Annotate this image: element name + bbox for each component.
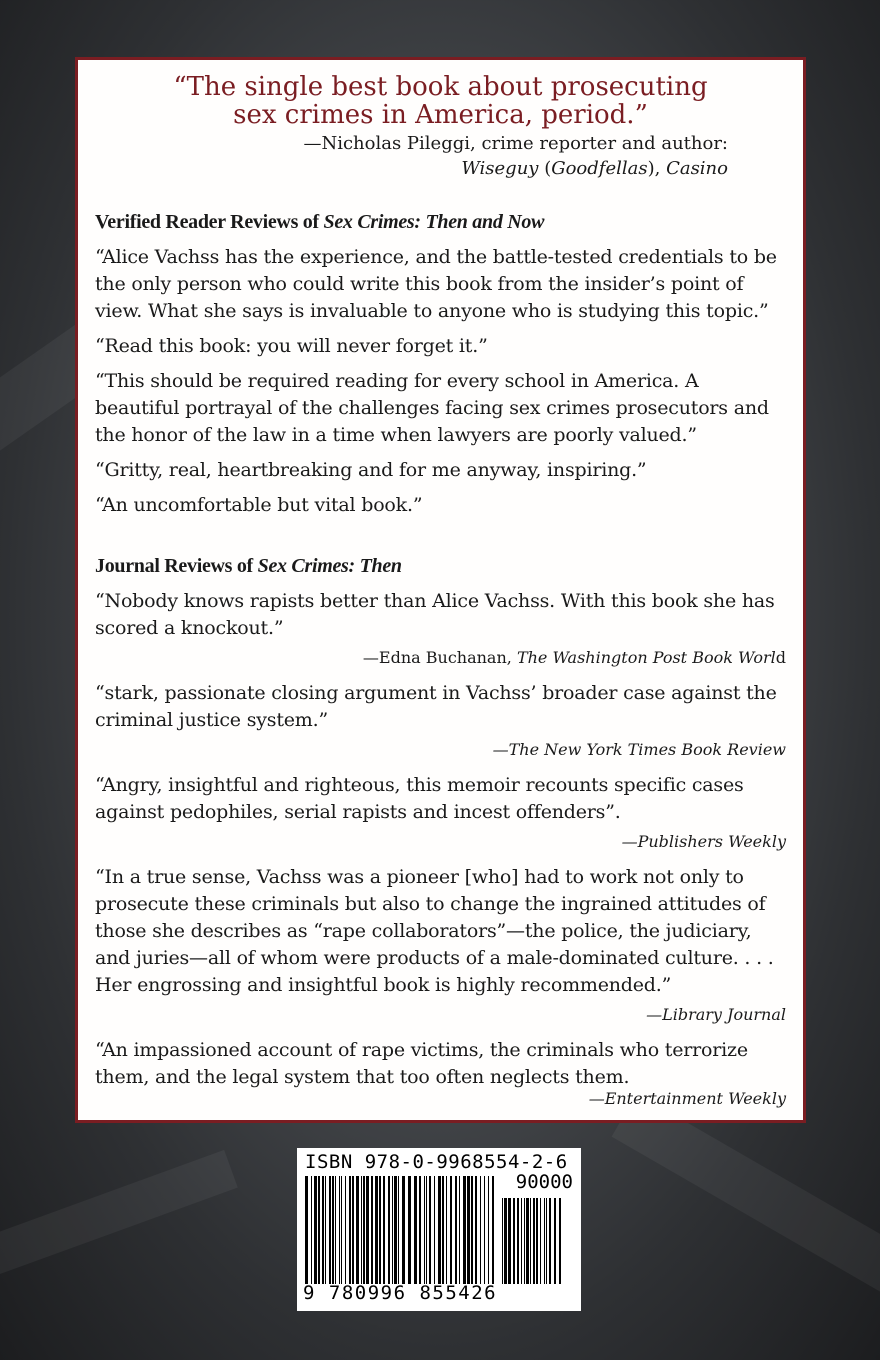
review-quote: “Nobody knows rapists better than Alice Vachss. With this book she has scored a knockout.” bbox=[95, 590, 775, 639]
barcode-bar bbox=[524, 1198, 525, 1284]
barcode-bar bbox=[402, 1176, 405, 1284]
barcode-digits: 9 780996 855426 bbox=[303, 1282, 498, 1304]
barcode-bar bbox=[366, 1176, 369, 1284]
barcode-bar bbox=[414, 1176, 417, 1284]
barcode-bar bbox=[426, 1176, 427, 1284]
barcode-bar bbox=[502, 1198, 503, 1284]
barcode-bar bbox=[559, 1198, 561, 1284]
barcode-bar bbox=[471, 1176, 473, 1284]
barcode-bar bbox=[388, 1176, 390, 1284]
review-attribution: —Library Journal bbox=[646, 1005, 786, 1024]
barcode-bar bbox=[339, 1176, 340, 1284]
review-quote: “Gritty, real, heartbreaking and for me anyway, inspiring.” bbox=[95, 459, 647, 481]
barcode-bar bbox=[419, 1176, 421, 1284]
review-attribution bbox=[95, 646, 786, 670]
barcode-bar bbox=[459, 1176, 460, 1284]
barcode-bar bbox=[314, 1176, 317, 1284]
barcode-bar bbox=[383, 1176, 385, 1284]
book-title: Sex Crimes: Then and Now bbox=[323, 211, 545, 233]
review-attribution: —The New York Times Book Review bbox=[492, 740, 786, 759]
barcode-bar bbox=[446, 1176, 447, 1284]
work-title: Wiseguy bbox=[461, 158, 539, 179]
heading-prefix: Verified Reader Reviews of bbox=[95, 211, 324, 233]
barcode-bars bbox=[305, 1176, 495, 1284]
barcode-bar bbox=[540, 1198, 541, 1284]
barcode-bar bbox=[536, 1198, 538, 1284]
barcode-bar bbox=[546, 1198, 547, 1284]
review-quote: “Alice Vachss has the experience, and the battle-tested credentials to be the only person who could write this book from the insider’s point of view. What she says is invaluable to anyone who is studying this topic.” bbox=[95, 246, 777, 322]
barcode-bar bbox=[361, 1176, 362, 1284]
barcode-bar bbox=[530, 1198, 531, 1284]
barcode-bar bbox=[318, 1176, 320, 1284]
barcode-bar bbox=[345, 1176, 346, 1284]
addon-barcode-bars bbox=[502, 1198, 566, 1284]
barcode-bar bbox=[504, 1198, 507, 1284]
book-title: Sex Crimes: Then bbox=[257, 555, 402, 577]
barcode-bar bbox=[526, 1198, 529, 1284]
barcode-bar bbox=[442, 1176, 444, 1284]
review-quote: “An impassioned account of rape victims, the criminals who terrorize them, and the legal system that too often neglects them. bbox=[95, 1039, 748, 1088]
attr-source: The Washington Post Book Worl bbox=[516, 648, 776, 667]
lead-quote-line1: “The single best book about prosecuting bbox=[173, 72, 708, 102]
barcode-bar bbox=[521, 1198, 522, 1284]
lead-attribution bbox=[95, 131, 728, 181]
punct: ( bbox=[538, 158, 552, 179]
verified-reviews-heading bbox=[95, 211, 786, 234]
background-texture bbox=[0, 1150, 238, 1290]
review-quote: “Read this book: you will never forget it.” bbox=[95, 335, 488, 357]
barcode-bar bbox=[305, 1176, 308, 1284]
review-panel bbox=[75, 57, 806, 1123]
barcode-bar bbox=[349, 1176, 351, 1284]
review-quote: “In a true sense, Vachss was a pioneer [who] had to work not only to prosecute these criminals but also to change the ingrained attitudes of those she describes as “rape collaborators”—the police, the judiciary, and juries—all of whom were products of a male-dominated culture. . . . Her engrossing and insightful book is highly recommended.” bbox=[95, 866, 774, 996]
barcode-bar bbox=[450, 1176, 452, 1284]
barcode-bar bbox=[311, 1176, 312, 1284]
barcode-bar bbox=[392, 1176, 393, 1284]
lead-quote bbox=[95, 73, 786, 129]
barcode-bar bbox=[325, 1176, 326, 1284]
barcode-bar bbox=[332, 1176, 334, 1284]
attr-suffix: d bbox=[775, 648, 786, 667]
barcode-bar bbox=[492, 1176, 494, 1284]
barcode-bar bbox=[533, 1198, 535, 1284]
barcode-bar bbox=[424, 1176, 425, 1284]
barcode-bar bbox=[517, 1198, 519, 1284]
barcode-bar bbox=[394, 1176, 397, 1284]
barcode-bar bbox=[475, 1176, 477, 1284]
barcode-bar bbox=[513, 1198, 515, 1284]
barcode-bar bbox=[398, 1176, 399, 1284]
barcode-bar bbox=[375, 1176, 378, 1284]
barcode-bar bbox=[508, 1198, 511, 1284]
price-code: 90000 bbox=[515, 1171, 573, 1193]
barcode-bar bbox=[480, 1176, 481, 1284]
review-attribution: —Publishers Weekly bbox=[621, 832, 786, 851]
work-title: Casino bbox=[666, 158, 728, 179]
barcode-bar bbox=[329, 1176, 331, 1284]
journal-reviews-heading bbox=[95, 555, 786, 578]
barcode-bar bbox=[341, 1176, 342, 1284]
review-quote: “stark, passionate closing argument in Vachss’ broader case against the criminal justice system.” bbox=[95, 682, 777, 731]
barcode-bar bbox=[352, 1176, 354, 1284]
barcode-bar bbox=[379, 1176, 381, 1284]
barcode-bar bbox=[408, 1176, 411, 1284]
barcode-bar bbox=[322, 1176, 324, 1284]
isbn-barcode bbox=[297, 1148, 581, 1311]
barcode-bar bbox=[438, 1176, 441, 1284]
barcode-bar bbox=[363, 1176, 365, 1284]
verified-reviews-list bbox=[95, 244, 786, 519]
journal-reviews-list bbox=[95, 588, 786, 1111]
barcode-bar bbox=[455, 1176, 457, 1284]
barcode-bar bbox=[429, 1176, 431, 1284]
barcode-bar bbox=[356, 1176, 359, 1284]
barcode-bar bbox=[484, 1176, 485, 1284]
work-title: Goodfellas bbox=[551, 158, 648, 179]
review-attribution: —Entertainment Weekly bbox=[588, 1089, 786, 1108]
barcode-bar bbox=[549, 1198, 551, 1284]
heading-prefix: Journal Reviews of bbox=[95, 555, 258, 577]
barcode-bar bbox=[488, 1176, 489, 1284]
background-texture bbox=[612, 1093, 880, 1316]
review-quote: “Angry, insightful and righteous, this memoir recounts specific cases against pedophiles, serial rapists and incest offenders”. bbox=[95, 774, 744, 823]
review-quote: “This should be required reading for every school in America. A beautiful portrayal of the challenges facing sex crimes prosecutors and the honor of the law in a time when lawyers are poorly valued.” bbox=[95, 370, 769, 446]
barcode-bar bbox=[463, 1176, 466, 1284]
barcode-bar bbox=[434, 1176, 435, 1284]
attr-prefix: —Edna Buchanan, bbox=[362, 648, 517, 667]
barcode-bar bbox=[335, 1176, 336, 1284]
barcode-bar bbox=[467, 1176, 470, 1284]
punct: ), bbox=[647, 158, 667, 179]
review-quote: “An uncomfortable but vital book.” bbox=[95, 494, 423, 516]
barcode-bar bbox=[371, 1176, 373, 1284]
barcode-bar bbox=[544, 1198, 545, 1284]
lead-attribution-line1: —Nicholas Pileggi, crime reporter and author: bbox=[303, 133, 728, 154]
isbn-number: ISBN 978-0-9968554-2-6 bbox=[305, 1151, 568, 1173]
barcode-bar bbox=[554, 1198, 556, 1284]
lead-quote-line2: sex crimes in America, period.” bbox=[233, 100, 648, 130]
